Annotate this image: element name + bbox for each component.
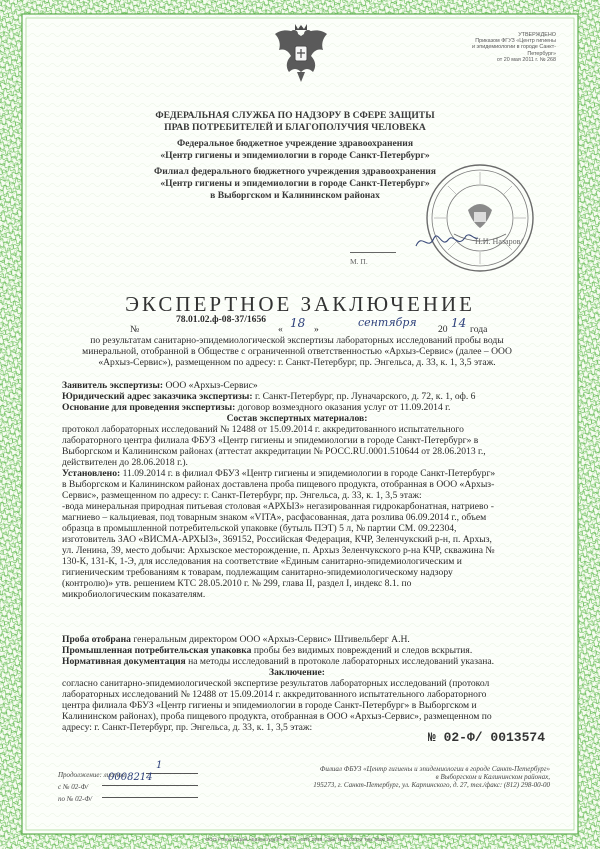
applicant-label: Заявитель экспертизы: <box>62 380 164 391</box>
regulatory-label: Нормативная документация <box>62 656 186 667</box>
conclusion-paragraph <box>62 678 532 733</box>
header-branch-line-3: в Выборгском и Калининском районах <box>210 190 380 201</box>
conclusion-line-5: адресу: г. Санкт-Петербург, пр. Энгельса, д. 33, к. 1, 3,5 этаж: <box>62 722 313 733</box>
applicant-value: ООО «Архыз-Сервис» <box>165 380 258 391</box>
header-branch-line-1: Филиал федерального бюджетного учреждения здравоохранения <box>153 166 436 177</box>
approval-title: УТВЕРЖДЕНО <box>518 32 556 38</box>
intro-line-2: минеральной, отобранной в Обществе с ограниченной ответственностью «Архыз-Сервис» (далее – ООО <box>82 346 512 357</box>
packaging-label: Промышленная потребительская упаковка <box>62 645 252 656</box>
approval-line-3: от 20 мая 2011 г. № 268 <box>496 56 556 63</box>
header-agency-line-1: ФЕДЕРАЛЬНАЯ СЛУЖБА ПО НАДЗОРУ В СФЕРЕ ЗАЩИТЫ <box>155 110 435 121</box>
signature-scribble <box>412 226 482 254</box>
continuation-sheets-label: Продолжение: листов <box>58 771 125 779</box>
basis-value: договор возмездного оказания услуг от 11.09.2014 г. <box>237 402 451 413</box>
approval-line-1: Приказом ФГУЗ «Центр гигиены <box>475 38 556 45</box>
established-line-10: гигиеническим требованиям к товарам, подлежащим санитарно-эпидемиологическому надзору <box>62 567 453 578</box>
basis-line <box>62 402 532 413</box>
established-line-5: магниево – кальциевая, под товарным знаком «VITA», расфасованная, дата розлива 06.09.2014 г., объем <box>62 512 487 523</box>
number-symbol: № <box>130 324 140 335</box>
continuation-sheets-count: 1 <box>156 760 163 771</box>
established-line-12: микробиологическим показателям. <box>62 589 206 600</box>
established-line-4: -вода минеральная природная питьевая столовая «АРХЫЗ» негазированная гидрокарбонатная, натриево - <box>62 501 494 512</box>
materials-line-4: действителен до 28.06.2018 г.). <box>62 457 188 468</box>
round-seal-stamp <box>424 162 536 274</box>
materials-line-1: протокол лабораторных исследований № 12488 от 15.09.2014 г. аккредитованного испытательного <box>62 424 464 435</box>
branch-address-line-2: в Выборгском и Калининском районах, <box>435 773 550 781</box>
conclusion-heading: Заключение: <box>269 667 325 678</box>
intro-line-3: «Архыз-Сервис»), размещенном по адресу: г. Санкт-Петербург, пр. Энгельса, д. 33, к. 1, 3,5 этаж. <box>98 357 496 368</box>
materials-line-3: Выборгском и Калининском районах (аттестат аккредитации № РОСС.RU.0001.510644 от 28.06.2013 г., <box>62 446 486 457</box>
established-line-11: (контролю)» утв. решением КТС 28.05.2010 г. № 299, глава II, раздел I, индекс 8.1. по <box>62 578 412 589</box>
applicant-line <box>62 380 532 391</box>
packaging-line <box>62 645 532 656</box>
legal-address-line <box>62 391 532 402</box>
header-institution <box>90 138 500 162</box>
regulatory-value: на методы исследований в протоколе лабораторных исследований указана. <box>188 656 495 667</box>
established-line-8: ул. Ленина, 39, место добычи: Архызское месторождение, п. Архыз Зеленчукского р-на КЧР, скважина № <box>62 545 495 556</box>
legal-address-value: г. Санкт-Петербург, пр. Луначарского, д. 72, к. 1, оф. 6 <box>254 391 476 402</box>
header-branch-line-2: «Центр гигиены и эпидемиологии в городе Санкт-Петербург» <box>160 178 430 189</box>
branch-address-line-3: 195273, г. Санкт-Петербург, ул. Карпинского, д. 27, тел./факс: (812) 298-00-00 <box>313 781 550 789</box>
header-institution-line-1: Федеральное бюджетное учреждение здравоохранения <box>176 138 414 149</box>
approval-block <box>444 32 556 63</box>
intro-line-1: по результатам санитарно-эпидемиологической экспертизы лабораторных исследований пробы воды <box>90 335 504 346</box>
conclusion-line-2: лабораторных исследований № 12488 от 15.09.2014 г. аккредитованного испытательного лабораторного <box>62 689 487 700</box>
established-line-9: 130-К, 131-К, 1-Э, для исследования на соответствие «Единым санитарно-эпидемиологическим и <box>62 556 462 567</box>
branch-address-block <box>275 765 550 789</box>
signature-line <box>350 252 396 253</box>
seal-place-mark: М. П. <box>350 257 368 266</box>
form-serial-number <box>395 730 545 745</box>
sample-line <box>62 634 532 645</box>
branch-address-line-1: Филиал ФБУЗ «Центр гигиены и эпидемиологии в городе Санкт-Петербург» <box>319 765 550 773</box>
sample-label: Проба отобрана <box>62 634 131 645</box>
continuation-to-label: по № 02-Ф/ <box>58 795 93 803</box>
continuation-from-value: 0008214 <box>108 772 153 783</box>
serial-number: 0013574 <box>490 730 545 745</box>
packaging-value: пробы без видимых повреждений и следов вскрытия. <box>253 645 473 656</box>
date-month: сентября <box>358 316 417 329</box>
established-line-7: изготовитель ЗАО «ВИСМА-АРХЫЗ», 369152, Российская Федерация, КЧР, Зеленчукский р-н, п. Архыз, <box>62 534 492 545</box>
established-line-1: 11.09.2014 г. в филиал ФБУЗ «Центр гигиены и эпидемиологии в городе Санкт-Петербург» <box>122 468 496 479</box>
printer-imprint: ООО «Типография «Бизнесгрупп» ОГРН · СПб 2013 г. Зак. № 1102022 Тир. 5000 экз. <box>205 838 395 843</box>
header-agency-line-2: ПРАВ ПОТРЕБИТЕЛЕЙ И БЛАГОПОЛУЧИЯ ЧЕЛОВЕКА <box>164 122 426 133</box>
to-underline <box>102 797 198 798</box>
established-line-3: Сервис», размещенном по адресу: г. Санкт-Петербург, пр. Энгельса, д. 33, к. 1, 3,5 этаж: <box>62 490 422 501</box>
date-year-word: года <box>470 324 488 335</box>
document-number: 78.01.02.ф-08-37/1656 <box>176 314 267 325</box>
established-label: Установлено: <box>62 468 123 479</box>
signatory-name: Н.И. Назаров/ <box>475 237 523 246</box>
date-year-prefix: 20 <box>438 324 448 335</box>
date-quote-close: » <box>314 324 319 335</box>
materials-line-2: лабораторного центра филиала ФБУЗ «Центр гигиены и эпидемиологии в городе Санкт-Петербург» в <box>62 435 479 446</box>
established-line-2: в Выборгском и Калининском районах доставлена проба пищевого продукта, отобранная в ООО «Архыз- <box>62 479 495 490</box>
intro-paragraph <box>62 335 532 368</box>
basis-label: Основание для проведения экспертизы: <box>62 402 236 413</box>
approval-line-2: и эпидемиологии в городе Санкт-Петербург» <box>472 44 556 57</box>
date-quote-open: « <box>278 324 283 335</box>
conclusion-line-4: Калининском районах), проба пищевого продукта, отобранная в ООО «Архыз-Сервис», размещенном по <box>62 711 492 722</box>
date-year-suffix: 14 <box>451 316 467 330</box>
established-line-6: образца в промышленной потребительской упаковке (бутыль ПЭТ) 5 л, № партии СМ. 09.22304, <box>62 523 457 534</box>
materials-heading: Состав экспертных материалов: <box>226 413 368 424</box>
continuation-underline <box>146 773 198 774</box>
sample-value: генеральным директором ООО «Архыз-Сервис» Штивельберг А.Н. <box>133 634 410 645</box>
coat-of-arms-emblem <box>271 22 331 86</box>
materials-paragraph <box>62 424 532 468</box>
continuation-from-label: с № 02-Ф/ <box>58 783 89 791</box>
document-title: ЭКСПЕРТНОЕ ЗАКЛЮЧЕНИЕ <box>125 292 475 316</box>
continuation-block <box>58 760 203 803</box>
header-agency <box>90 110 500 134</box>
from-underline <box>102 785 198 786</box>
header-institution-line-2: «Центр гигиены и эпидемиологии в городе Санкт-Петербург» <box>160 150 430 161</box>
legal-address-label: Юридический адрес заказчика экспертизы: <box>62 391 253 402</box>
date-day: 18 <box>290 316 306 330</box>
regulatory-line <box>62 656 532 667</box>
conclusion-line-3: центра филиала ФБУЗ «Центр гигиены и эпидемиологии в городе Санкт-Петербург» в Выборгском и <box>62 700 477 711</box>
form-number: № 02-Ф/ <box>427 730 483 745</box>
established-paragraph <box>62 468 532 600</box>
conclusion-line-1: согласно санитарно-эпидемиологической экспертизе результатов лабораторных исследований (протокол <box>62 678 490 689</box>
